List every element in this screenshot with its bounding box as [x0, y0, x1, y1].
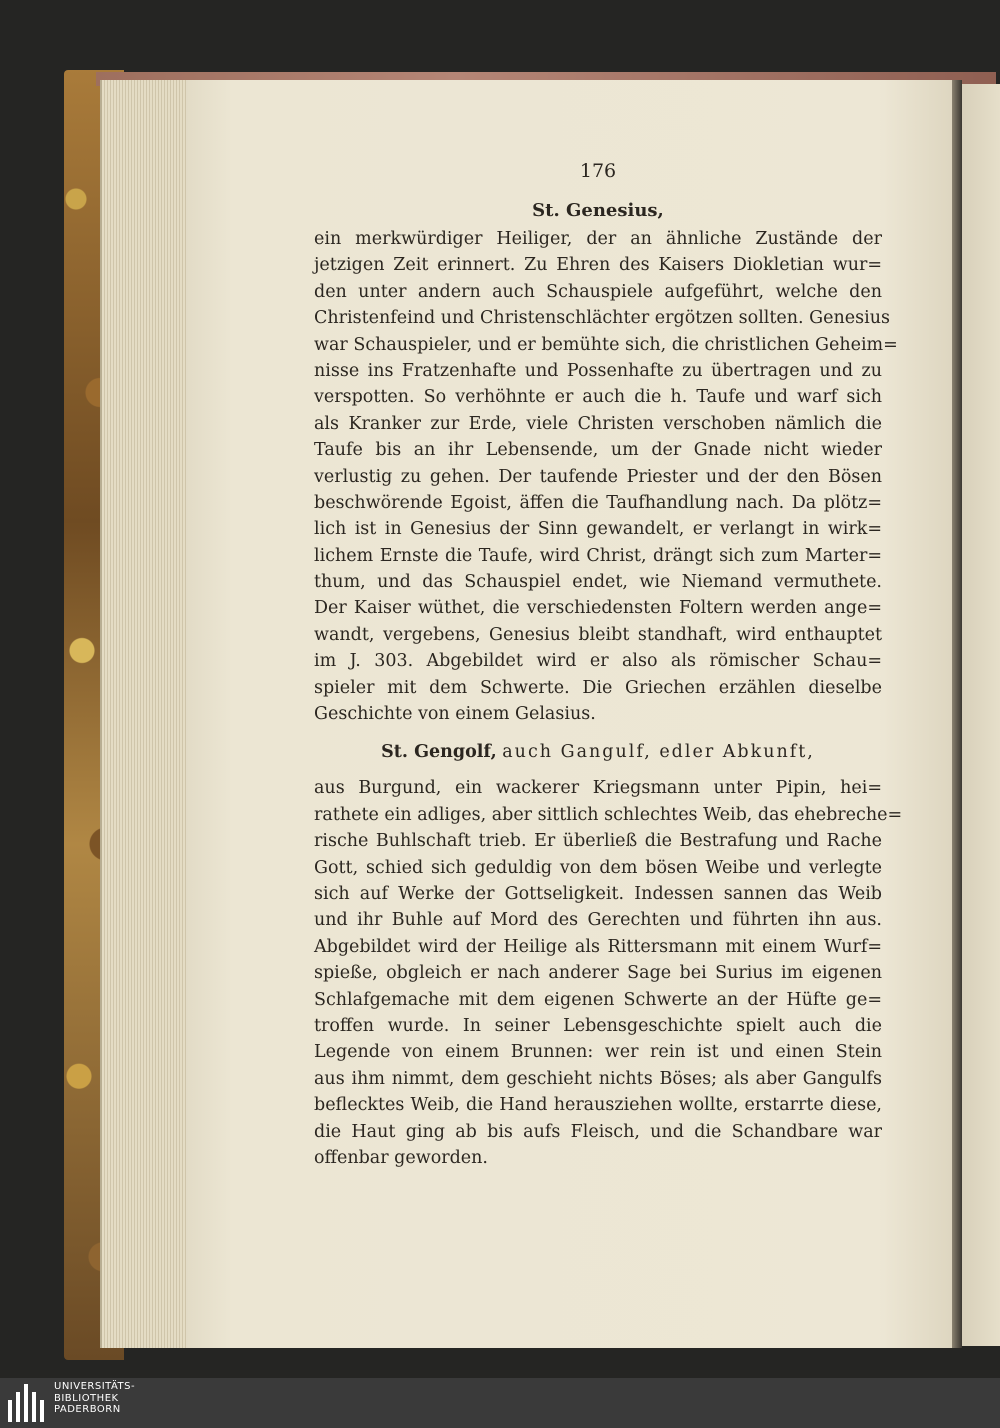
library-logo-line1: UNIVERSITÄTS- [54, 1381, 136, 1392]
text-line: thum, und das Schauspiel endet, wie Niemand vermuthete. [314, 572, 882, 593]
page-text [314, 154, 903, 1171]
text-line: aus Burgund, ein wackerer Kriegsmann unter Pipin, hei= [314, 778, 882, 799]
page-edges [100, 80, 188, 1348]
library-logo-line2: BIBLIOTHEK [54, 1392, 119, 1404]
text-line: lichem Ernste die Taufe, wird Christ, drängt sich zum Marter= [314, 545, 882, 566]
text-line: troffen wurde. In seiner Lebensgeschichte spielt auch die [314, 1015, 882, 1036]
entry-title-gengolf-rest: auch Gangulf, edler Abkunft, [502, 742, 815, 763]
text-line: die Haut ging ab bis aufs Fleisch, und die Schandbare war [314, 1121, 882, 1142]
text-line: als Kranker zur Erde, viele Christen verschoben nämlich die [314, 413, 882, 434]
text-line: und ihr Buhle auf Mord des Gerechten und führten ihn aus. [314, 910, 882, 931]
text-line: wandt, vergebens, Genesius bleibt standhaft, wird enthauptet [314, 624, 882, 645]
text-line: lich ist in Genesius der Sinn gewandelt, er verlangt in wirk= [314, 519, 882, 540]
text-line: Taufe bis an ihr Lebensende, um der Gnade nicht wieder [314, 440, 882, 461]
text-line: war Schauspieler, und er bemühte sich, die christlichen Geheim= [314, 334, 898, 355]
text-line: sich auf Werke der Gottseligkeit. Indessen sannen das Weib [314, 883, 882, 904]
text-line: Gott, schied sich geduldig von dem bösen Weibe und verlegte [314, 857, 882, 878]
text-line: Abgebildet wird der Heilige als Rittersmann mit einem Wurf= [314, 936, 882, 957]
text-line: rische Buhlschaft trieb. Er überließ die Bestrafung und Rache [314, 831, 882, 852]
text-line: verlustig zu gehen. Der taufende Priester und der den Bösen [314, 466, 882, 487]
text-line: rathete ein adliges, aber sittlich schlechtes Weib, das ehebreche= [314, 804, 903, 825]
library-logo-icon [8, 1382, 44, 1422]
text-line: spieße, obgleich er nach anderer Sage bei Surius im eigenen [314, 963, 882, 984]
text-line: verspotten. So verhöhnte er auch die h. Taufe und warf sich [314, 387, 882, 408]
entry-title-gengolf: St. Gengolf, [381, 742, 497, 763]
library-logo-text [54, 1381, 135, 1416]
text-line: offenbar geworden. [314, 1147, 488, 1168]
text-line: Geschichte von einem Gelasius. [314, 704, 596, 725]
text-line: aus ihm nimmt, dem geschieht nichts Böses; als aber Gangulfs [314, 1068, 882, 1089]
facing-page-edge [962, 84, 1000, 1346]
text-line: nisse ins Fratzenhafte und Possenhafte zu übertragen und zu [314, 360, 882, 381]
text-line: beflecktes Weib, die Hand herausziehen wollte, erstarrte diese, [314, 1095, 882, 1116]
text-line: jetzigen Zeit erinnert. Zu Ehren des Kaisers Diokletian wur= [314, 255, 882, 276]
entry-genesius-body [314, 226, 898, 727]
book-gutter [952, 80, 962, 1348]
text-line: Schlafgemache mit dem eigenen Schwerte an der Hüfte ge= [314, 989, 882, 1010]
text-line: den unter andern auch Schauspiele aufgeführt, welche den [314, 281, 882, 302]
text-line: Der Kaiser wüthet, die verschiedensten Foltern werden ange= [314, 598, 882, 619]
text-line: im J. 303. Abgebildet wird er also als römischer Schau= [314, 651, 882, 672]
entry-title-genesius: St. Genesius, [532, 200, 664, 221]
text-line: Christenfeind und Christenschlächter ergötzen sollten. Genesius [314, 308, 890, 329]
text-line: beschwörende Egoist, äffen die Taufhandlung nach. Da plötz= [314, 492, 882, 513]
entry-heading-gengolf [314, 735, 882, 769]
entry-gengolf-body [314, 775, 903, 1171]
text-line: Legende von einem Brunnen: wer rein ist und einen Stein [314, 1042, 882, 1063]
text-line: spieler mit dem Schwerte. Die Griechen erzählen dieselbe [314, 677, 882, 698]
library-footer-bar [0, 1378, 1000, 1428]
text-line: ein merkwürdiger Heiliger, der an ähnliche Zustände der [314, 229, 882, 249]
page-number: 176 [579, 160, 617, 182]
library-logo-line3: PADERBORN [54, 1404, 121, 1415]
